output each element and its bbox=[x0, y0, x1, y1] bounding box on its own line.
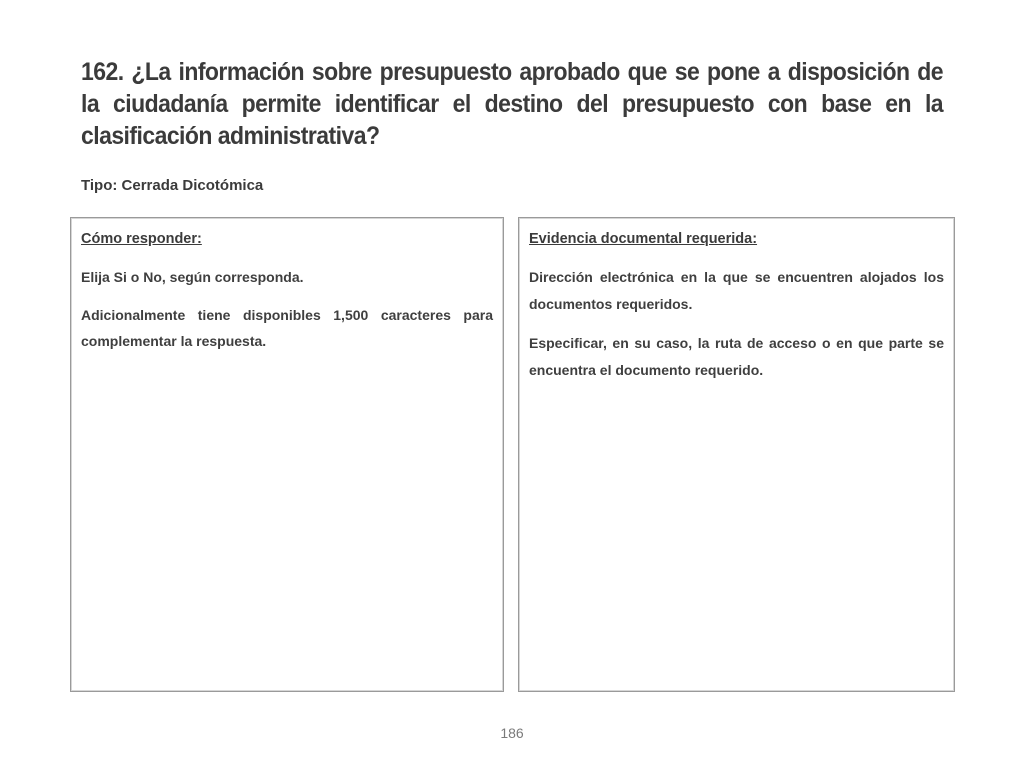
how-to-answer-instruction: Elija Si o No, según corresponda. bbox=[81, 269, 304, 285]
how-to-answer-heading: Cómo responder: bbox=[81, 231, 202, 247]
evidence-heading: Evidencia documental requerida: bbox=[529, 231, 758, 247]
evidence-path-requirement: Especificar, en su caso, la ruta de acceso o en que parte se encuentra el documento requerido. bbox=[529, 335, 944, 378]
question-title: 162. ¿La información sobre presupuesto aprobado que se pone a disposición de la ciudadanía permite identificar el destino del presupuesto con base en la clasificación administrativa? bbox=[81, 58, 944, 150]
how-to-answer-panel bbox=[70, 217, 504, 692]
page-number: 186 bbox=[500, 725, 524, 741]
question-type: Tipo: Cerrada Dicotómica bbox=[81, 177, 264, 194]
evidence-url-requirement: Dirección electrónica en la que se encuentren alojados los documentos requeridos. bbox=[529, 269, 944, 312]
evidence-panel bbox=[518, 217, 955, 692]
how-to-answer-additional-note: Adicionalmente tiene disponibles 1,500 caracteres para complementar la respuesta. bbox=[81, 307, 493, 349]
